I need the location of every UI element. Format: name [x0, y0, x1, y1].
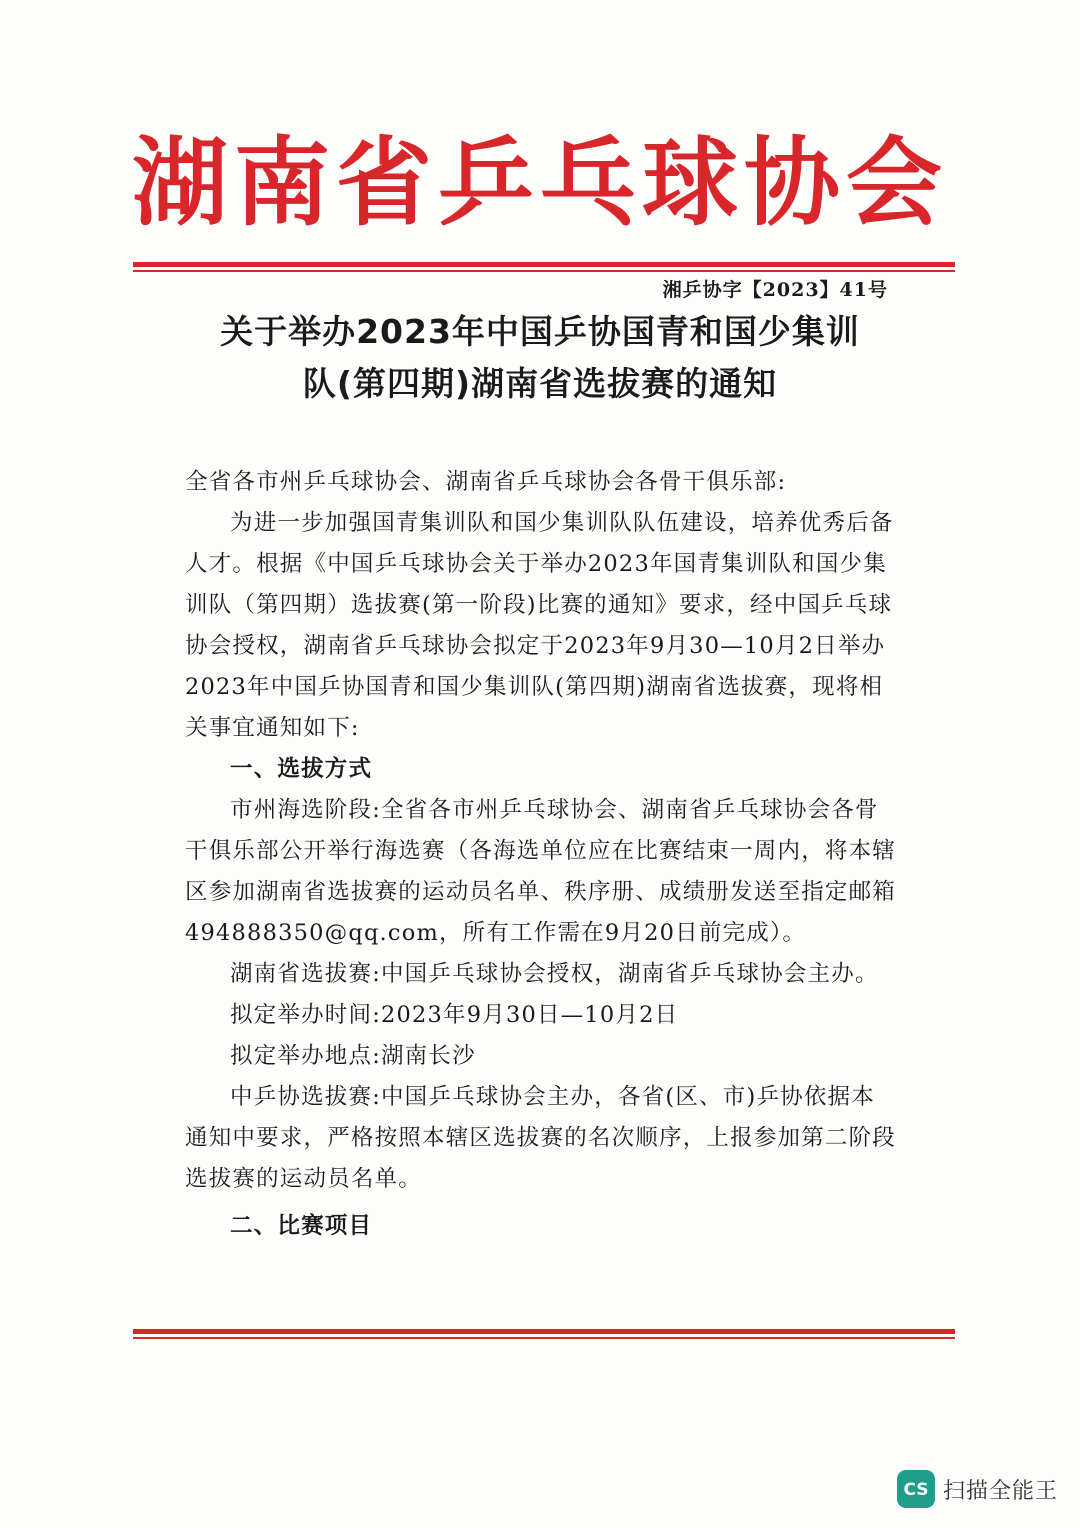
title-line-1: 关于举办2023年中国乒协国青和国少集训: [220, 312, 860, 351]
camscanner-logo-icon: [897, 1470, 935, 1508]
province-stage-paragraph: 湖南省选拔赛:中国乒乓球协会授权，湖南省乒乓球协会主办。: [230, 961, 879, 987]
planned-time: 拟定举办时间:2023年9月30日—10月2日: [230, 1002, 679, 1028]
planned-place: 拟定举办地点:湖南长沙: [230, 1043, 476, 1069]
cs-logo-text: CS: [903, 1480, 929, 1500]
salutation: 全省各市州乒乓球协会、湖南省乒乓球协会各骨干俱乐部:: [185, 469, 787, 495]
footer-rule-thin: [133, 1337, 955, 1339]
red-rule-thin: [133, 270, 955, 272]
camscanner-watermark: [897, 1470, 1058, 1508]
title-line-2: 队(第四期)湖南省选拔赛的通知: [302, 364, 778, 403]
intro-paragraph: 为进一步加强国青集训队和国少集训队队伍建设，培养优秀后备人才。根据《中国乒乓球协会关于举办2023年国青集训队和国少集训队（第四期）选拔赛(第一阶段)比赛的通知》要求，经中国乒乓球协会授权，湖南省乒乓球协会拟定于2023年9月30—10月2日举办2023年中国乒协国青和国少集训队(第四期)湖南省选拔赛，现将相关事宜通知如下:: [185, 510, 894, 741]
section-heading-1: 一、选拔方式: [230, 756, 373, 782]
red-rule-thick: [133, 262, 955, 267]
section-heading-2: 二、比赛项目: [230, 1213, 373, 1239]
notice-title: [150, 306, 930, 410]
document-number: 湘乒协字【2023】41号: [662, 279, 888, 301]
masthead-title: 湖南省乒乓球协会: [132, 127, 948, 239]
city-stage-paragraph: 市州海选阶段:全省各市州乒乓球协会、湖南省乒乓球协会各骨干俱乐部公开举行海选赛（各海选单位应在比赛结束一周内，将本辖区参加湖南省选拔赛的运动员名单、秩序册、成绩册发送至指定邮箱494888350@qq.com，所有工作需在9月20日前完成）。: [185, 797, 897, 946]
footer-red-rule: [133, 1329, 955, 1339]
camscanner-label: 扫描全能王: [942, 1478, 1058, 1504]
notice-body: [185, 462, 897, 1247]
masthead-red-rule: [133, 262, 955, 272]
national-stage-paragraph: 中乒协选拔赛:中国乒乓球协会主办，各省(区、市)乒协依据本通知中要求，严格按照本辖区选拔赛的名次顺序，上报参加第二阶段选拔赛的运动员名单。: [185, 1084, 897, 1192]
cs-logo-glyph: [901, 1478, 931, 1500]
footer-rule-thick: [133, 1329, 955, 1334]
